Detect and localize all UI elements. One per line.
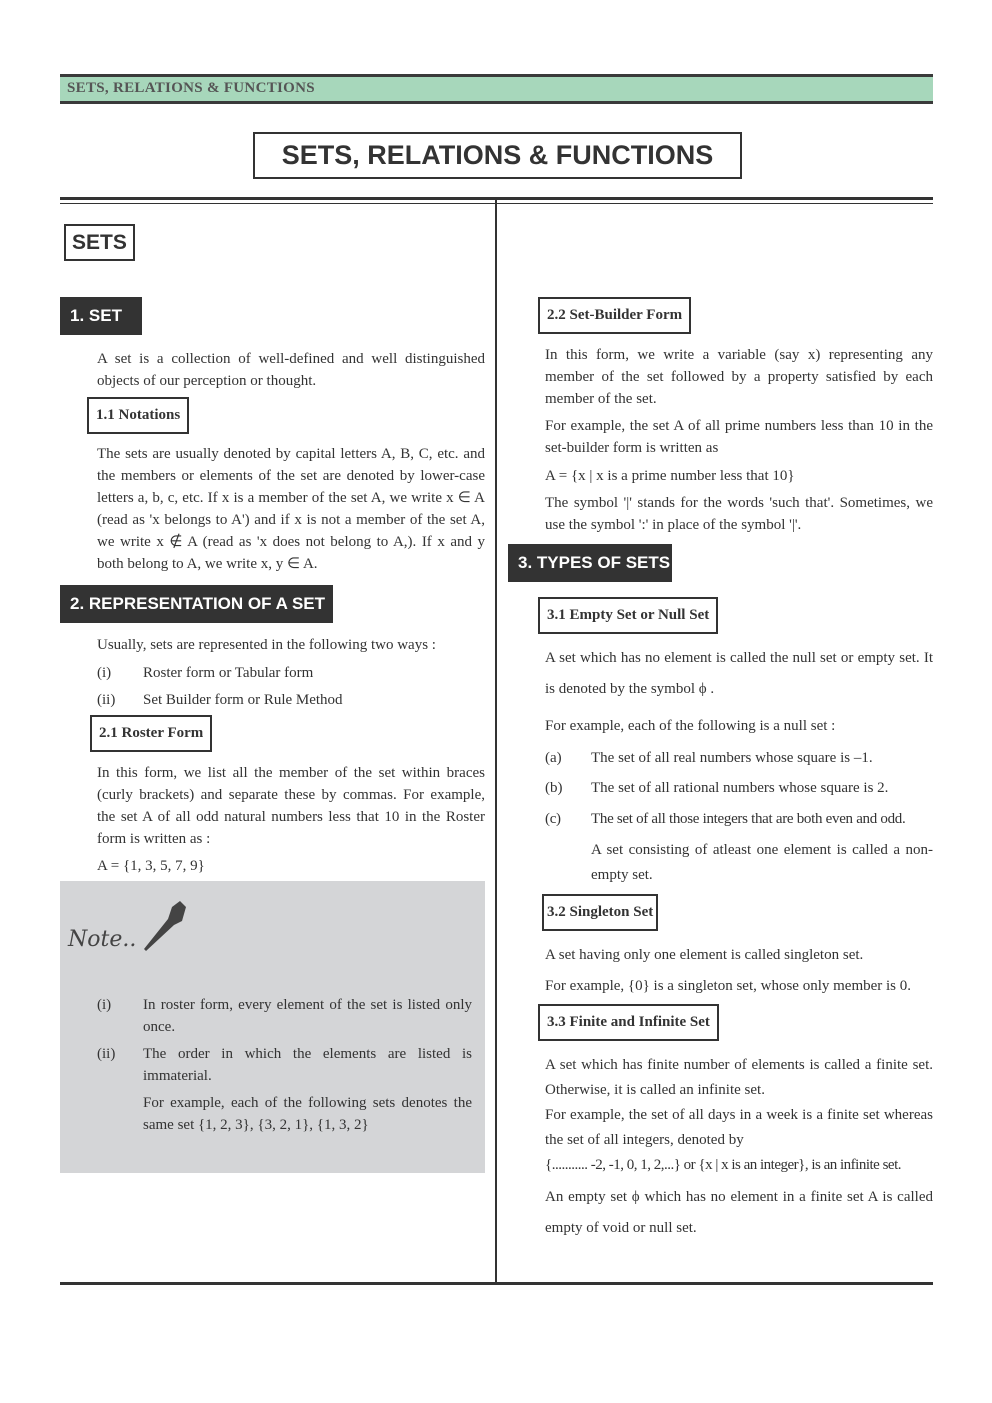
section-1-heading: 1. SET [60,297,142,335]
section-3-1-intro: For example, each of the following is a null set : [545,718,836,734]
list-item: (i) Roster form or Tabular form [97,665,314,681]
section-3-2-text: For example, {0} is a singleton set, whose only member is 0. [545,978,912,994]
list-item: (a) The set of all real numbers whose square is –1. [545,750,873,766]
note-example: For example, each of the following sets denotes the same set {1, 2, 3}, {3, 2, 1}, {1, 3, 2} [143,1095,472,1133]
section-2-intro: Usually, sets are represented in the following two ways : [97,637,436,653]
section-2-2-text: In this form, we write a variable (say x) representing any member of the set followed by a property satisfied by each member of the set. [545,347,933,407]
note-item: (ii) The order in which the elements are listed is immaterial. [97,1046,472,1084]
section-3-heading: 3. TYPES OF SETS [508,544,672,582]
running-header: SETS, RELATIONS & FUNCTIONS [60,74,933,104]
list-item: (b) The set of all rational numbers whose square is 2. [545,780,889,796]
chapter-title: SETS, RELATIONS & FUNCTIONS [253,132,742,179]
roster-example: A = {1, 3, 5, 7, 9} [97,858,205,874]
note-item: (i) In roster form, every element of the set is listed only once. [97,997,472,1035]
section-2-2-text: The symbol '|' stands for the words 'such that'. Sometimes, we use the symbol ':' in place of the symbol '|'. [545,495,933,533]
section-3-3-heading: 3.3 Finite and Infinite Set [538,1004,719,1041]
section-3-1-text: A set which has no element is called the null set or empty set. It is denoted by the symbol ϕ . [545,650,933,697]
section-2-1-heading: 2.1 Roster Form [90,715,212,752]
section-3-3-text: {........... -2, -1, 0, 1, 2,...} or {x | x is an integer}, is an infinite set. [545,1157,901,1173]
section-2-2-text: For example, the set A of all prime numbers less than 10 in the set-builder form is written as [545,418,933,456]
set-builder-example: A = {x | x is a prime number less that 10} [545,468,795,484]
list-item: (c) The set of all those integers that are both even and odd. [545,811,906,827]
section-3-1-heading: 3.1 Empty Set or Null Set [538,597,718,634]
note-label: Note.. [68,927,137,952]
list-item: (ii) Set Builder form or Rule Method [97,692,343,708]
section-2-1-text: In this form, we list all the member of the set within braces (curly brackets) and separate these by commas. For example, the set A of all odd natural numbers less that 10 in the Roster form is written as : [97,765,485,847]
section-1-1-heading: 1.1 Notations [87,397,189,434]
note-box [60,881,485,1173]
section-1-text: A set is a collection of well-defined and well distinguished objects of our perception or thought. [97,351,485,389]
section-3-2-heading: 3.2 Singleton Set [542,894,658,931]
section-3-3-text: For example, the set of all days in a week is a finite set whereas the set of all integers, denoted by [545,1107,933,1148]
section-3-2-text: A set having only one element is called singleton set. [545,947,864,963]
sets-heading: SETS [64,224,135,261]
non-empty-text: A set consisting of atleast one element is called a non-empty set. [591,842,933,883]
section-3-3-text: A set which has finite number of elements is called a finite set. Otherwise, it is called an infinite set. [545,1057,933,1098]
section-2-2-heading: 2.2 Set-Builder Form [538,297,691,334]
section-3-3-text: An empty set ϕ which has no element in a finite set A is called empty of void or null set. [545,1189,933,1236]
section-1-1-text: The sets are usually denoted by capital letters A, B, C, etc. and the members or elements of the set are denoted by lower-case letters a, b, c, etc. If x is a member of the set A, we write x ∈ A (read as 'x belongs to A') and if x is not a member of the set A, we write x ∉ A (read as 'x does not belong to A,). If x and y both belong to A, we write x, y ∈ A. [97,446,485,572]
section-2-heading: 2. REPRESENTATION OF A SET [60,585,333,623]
divider [60,1282,933,1285]
column-divider [495,200,497,1285]
pen-icon [138,899,188,954]
